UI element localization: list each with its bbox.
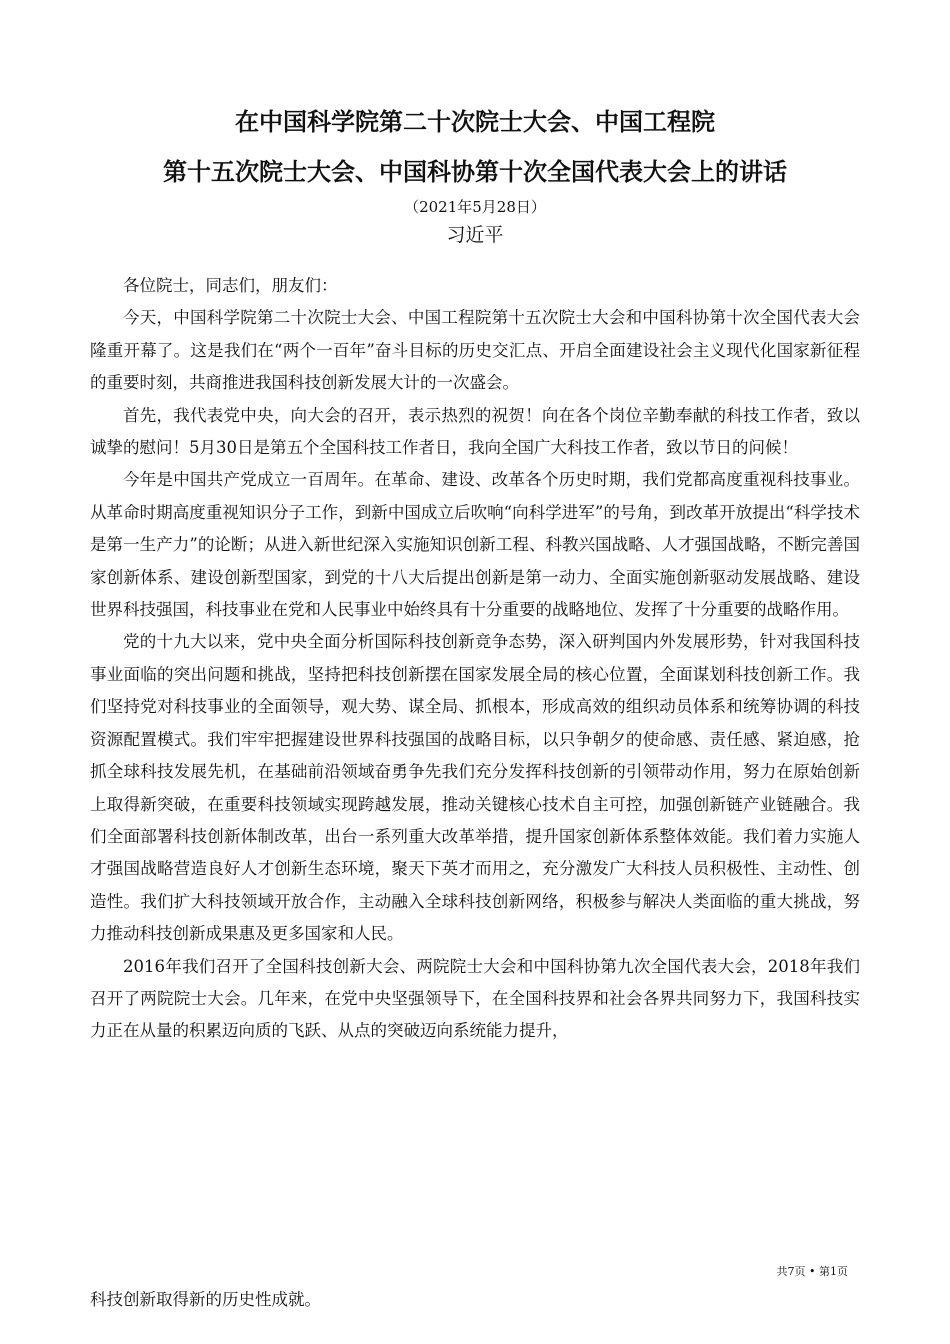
paragraph-2: 首先，我代表党中央，向大会的召开，表示热烈的祝贺！向在各个岗位辛勤奉献的科技工作者，致以诚挚的慰问！5月30日是第五个全国科技工作者日，我向全国广大科技工作者，致以节日的问候！	[90, 405, 860, 458]
page-number-footer: 共7页 • 第1页	[776, 1265, 848, 1278]
trailing-text: 科技创新取得新的历史性成就。	[90, 1290, 321, 1309]
paragraph-1: 今天，中国科学院第二十次院士大会、中国工程院第十五次院士大会和中国科协第十次全国代表大会隆重开幕了。这是我们在“两个一百年”奋斗目标的历史交汇点、开启全面建设社会主义现代化国家新征程的重要时刻，共商推进我国科技创新发展大计的一次盛会。	[90, 308, 860, 393]
paragraph-greeting: 各位院士，同志们，朋友们：	[123, 276, 338, 295]
document-body	[90, 270, 860, 1048]
paragraph-5: 2016年我们召开了全国科技创新大会、两院院士大会和中国科协第九次全国代表大会，2018年我们召开了两院院士大会。几年来，在党中央坚强领导下，在全国科技界和社会各界共同努力下，我国科技实力正在从量的积累迈向质的飞跃、从点的突破迈向系统能力提升，	[90, 956, 860, 1041]
speech-author: 习近平	[446, 224, 504, 246]
title-line-1: 在中国科学院第二十次院士大会、中国工程院	[235, 108, 715, 136]
paragraph-4: 党的十九大以来，党中央全面分析国际科技创新竞争态势，深入研判国内外发展形势，针对我国科技事业面临的突出问题和挑战，坚持把科技创新摆在国家发展全局的核心位置，全面谋划科技创新工作。我们坚持党对科技事业的全面领导，观大势、谋全局、抓根本，形成高效的组织动员体系和统筹协调的科技资源配置模式。我们牢牢把握建设世界科技强国的战略目标，以只争朝夕的使命感、责任感、紧迫感，抢抓全球科技发展先机，在基础前沿领域奋勇争先我们充分发挥科技创新的引领带动作用，努力在原始创新上取得新突破，在重要科技领域实现跨越发展，推动关键核心技术自主可控，加强创新链产业链融合。我们全面部署科技创新体制改革，出台一系列重大改革举措，提升国家创新体系整体效能。我们着力实施人才强国战略营造良好人才创新生态环境，聚天下英才而用之，充分激发广大科技人员积极性、主动性、创造性。我们扩大科技领域开放合作，主动融入全球科技创新网络，积极参与解决人类面临的重大挑战，努力推动科技创新成果惠及更多国家和人民。	[90, 632, 860, 944]
title-line-2: 第十五次院士大会、中国科协第十次全国代表大会上的讲话	[163, 158, 787, 186]
paragraph-3: 今年是中国共产党成立一百周年。在革命、建设、改革各个历史时期，我们党都高度重视科技事业。从革命时期高度重视知识分子工作，到新中国成立后吹响“向科学进军”的号角，到改革开放提出“科学技术是第一生产力”的论断；从进入新世纪深入实施知识创新工程、科教兴国战略、人才强国战略，不断完善国家创新体系、建设创新型国家，到党的十八大后提出创新是第一动力、全面实施创新驱动发展战略、建设世界科技强国，科技事业在党和人民事业中始终具有十分重要的战略地位、发挥了十分重要的战略作用。	[90, 470, 860, 620]
speech-date: （2021年5月28日）	[404, 198, 546, 216]
